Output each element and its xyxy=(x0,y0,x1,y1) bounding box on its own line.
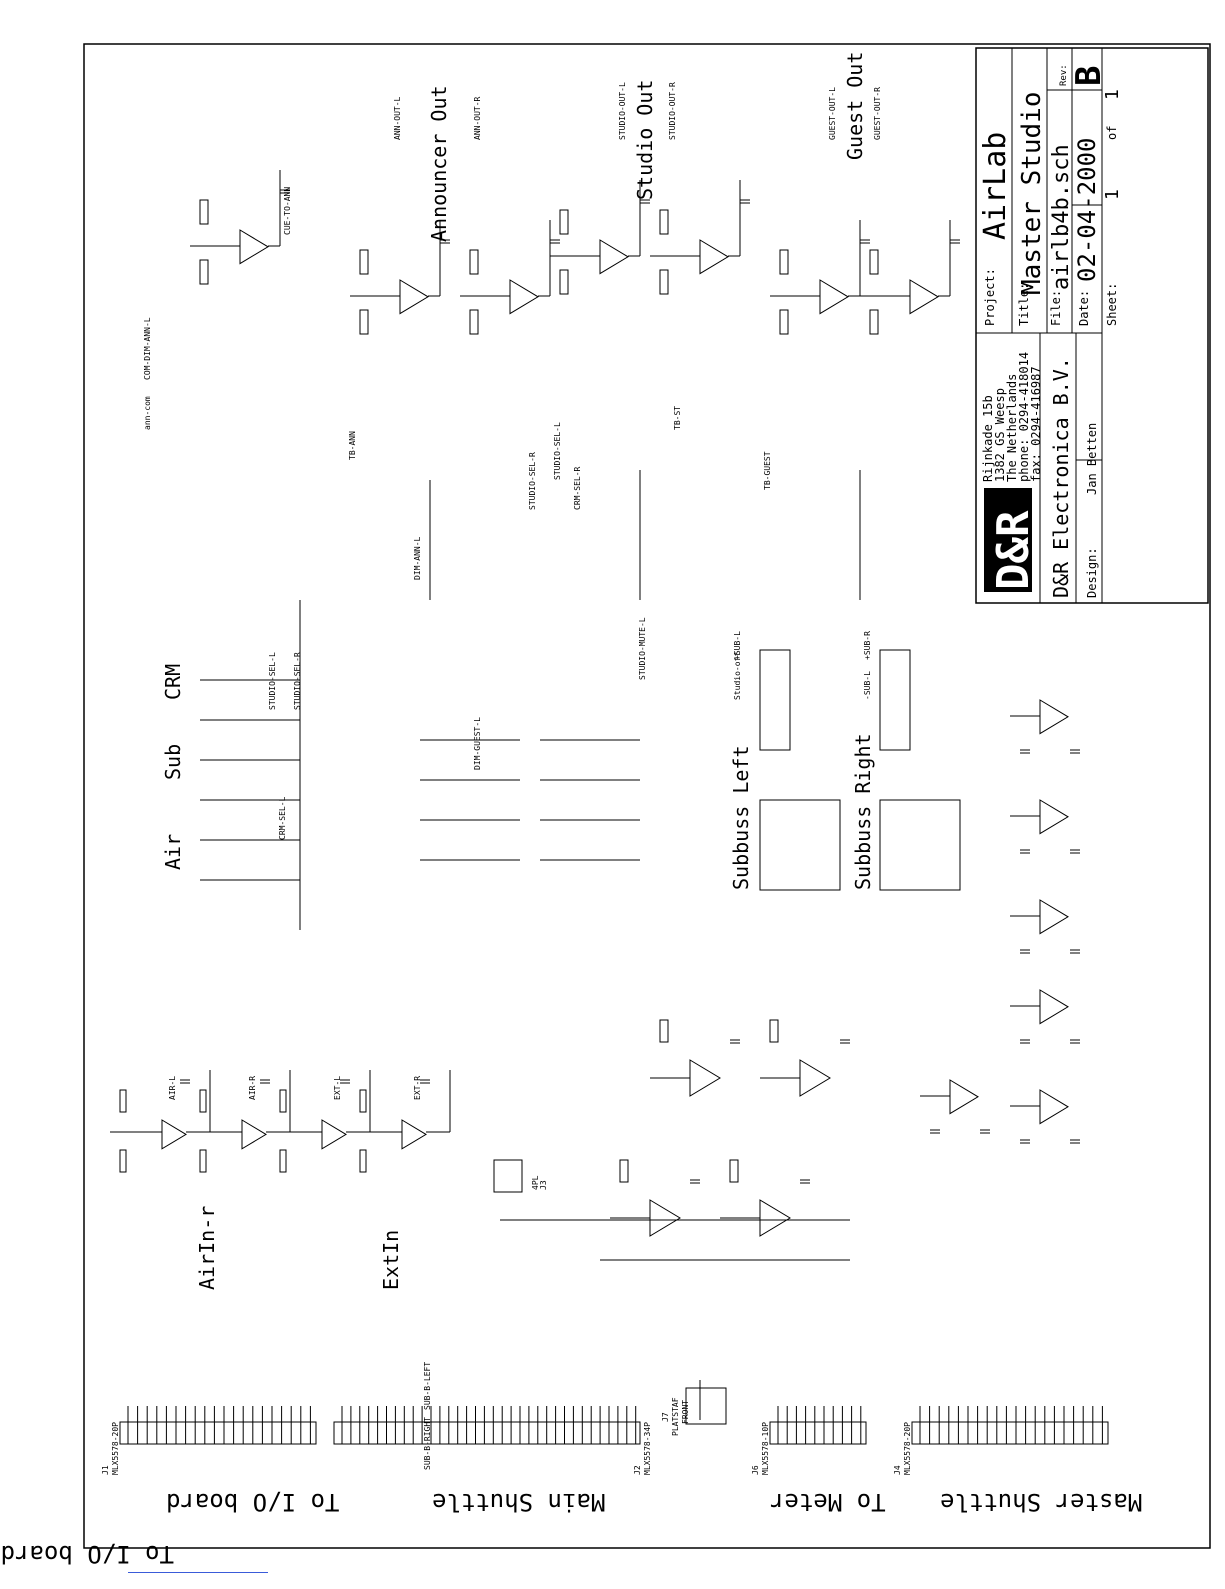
connector-j4 xyxy=(893,1422,1108,1475)
title-block xyxy=(976,48,1208,603)
section-sub: Sub xyxy=(161,743,185,780)
logo-text: D&R xyxy=(988,510,1039,590)
section-to-io-board: To I/O board xyxy=(0,1540,174,1568)
section-studio-out: Studio Out xyxy=(633,79,657,200)
net-label: STUDIO-SEL-R xyxy=(528,452,537,510)
net-label: SUB-B-RIGHT xyxy=(423,1417,432,1470)
net-label: CUE-TO-ANN xyxy=(283,186,292,235)
net-label: Studio-off xyxy=(733,651,742,700)
net-label: TB-ST xyxy=(673,405,682,430)
svg-text:FRONT: FRONT xyxy=(681,1399,690,1424)
address-line-3: The Netherlands xyxy=(1005,373,1019,482)
sheet-label-visible: Sheet: xyxy=(1105,282,1119,326)
net-label: +SUB-R xyxy=(863,631,872,660)
label-main-shuttle: Main Shuttle xyxy=(432,1488,606,1516)
address-line-1: Rijnkade 15b xyxy=(981,395,995,482)
file-label: File: xyxy=(1049,289,1063,326)
net-label: CRM-SEL-L xyxy=(278,796,287,840)
net-label: DIM-GUEST-L xyxy=(473,717,482,770)
net-label: GUEST-OUT-R xyxy=(873,87,882,140)
net-label: GUEST-OUT-L xyxy=(828,87,837,140)
net-label: TB-ANN xyxy=(348,431,357,460)
net-label: SUB-B-LEFT xyxy=(423,1361,432,1410)
file-name: airlb4b.sch xyxy=(1049,144,1074,290)
svg-text:MLX5578-20P: MLX5578-20P xyxy=(111,1422,120,1475)
sheet-number: 1 xyxy=(1102,189,1123,200)
project-label: Project: xyxy=(983,268,997,326)
net-label: COM-DIM-ANN-L xyxy=(143,317,152,380)
section-air: Air xyxy=(161,833,185,870)
company-name: D&R Electronica B.V. xyxy=(1049,357,1073,598)
net-label: STUDIO-OUT-L xyxy=(618,82,627,140)
net-label: DIM-ANN-L xyxy=(413,536,422,580)
net-label: TB-GUEST xyxy=(763,451,772,490)
net-label: STUDIO-SEL-L xyxy=(268,652,277,710)
date-value: 02-04-2000 xyxy=(1073,137,1101,282)
link-underline xyxy=(128,1572,268,1573)
design-label: Design: xyxy=(1085,547,1099,598)
section-announcer-out: Announcer Out xyxy=(427,85,451,242)
svg-text:MLX5578-10P: MLX5578-10P xyxy=(761,1422,770,1475)
label-to-meter: To Meter xyxy=(770,1488,886,1516)
project-name: AirLab xyxy=(978,131,1013,240)
svg-text:MLX5578-34P: MLX5578-34P xyxy=(643,1422,652,1475)
label-master-shuttle: Master Shuttle xyxy=(940,1488,1143,1516)
section-guest-out: Guest Out xyxy=(843,51,867,160)
net-label: CRM-SEL-R xyxy=(573,466,582,510)
net-label: STUDIO-SEL-R xyxy=(293,652,302,710)
section-airin-r: AirIn-r xyxy=(195,1205,219,1290)
label-to-io-board: To I/O board xyxy=(166,1488,340,1516)
address-line-2: 1382 GS Weesp xyxy=(993,388,1007,482)
connector-j3 xyxy=(494,1160,548,1192)
dr-logo xyxy=(984,488,1039,592)
net-label: ANN-OUT-R xyxy=(473,96,482,140)
designer-name: Jan Betten xyxy=(1085,422,1099,495)
svg-text:J6: J6 xyxy=(751,1465,760,1475)
svg-text:J3: J3 xyxy=(539,1180,548,1190)
net-label: -SUB-L xyxy=(863,671,872,700)
net-label: AIR-L xyxy=(168,1075,177,1100)
net-label: ann-com xyxy=(143,396,152,430)
net-label: EXT-R xyxy=(413,1075,422,1100)
svg-text:J1: J1 xyxy=(101,1465,110,1475)
connector-j7 xyxy=(661,1388,726,1436)
svg-text:4PL: 4PL xyxy=(531,1175,540,1190)
net-label: EXT-L xyxy=(333,1075,342,1100)
svg-text:J2: J2 xyxy=(633,1465,642,1475)
svg-text:MLX5578-20P: MLX5578-20P xyxy=(903,1422,912,1475)
rev-value: B xyxy=(1069,65,1109,86)
circuit-wiring xyxy=(110,170,1102,1444)
address-line-5: fax: 0294-416987 xyxy=(1029,366,1043,482)
section-extin: ExtIn xyxy=(379,1229,403,1290)
sheet-total: 1 xyxy=(1102,89,1123,100)
net-label: STUDIO-OUT-R xyxy=(668,82,677,140)
net-label: ANN-OUT-L xyxy=(393,96,402,140)
net-label: STUDIO-SEL-L xyxy=(553,422,562,480)
connector-j6 xyxy=(751,1422,866,1475)
section-subbuss-left: Subbuss Left xyxy=(729,745,753,890)
rev-label: Rev: xyxy=(1059,64,1069,86)
svg-text:PLATSTAF: PLATSTAF xyxy=(671,1397,680,1436)
net-label: AIR-R xyxy=(248,1075,257,1100)
sheet-of: of xyxy=(1105,125,1119,140)
connector-j1 xyxy=(101,1422,316,1475)
net-labels xyxy=(143,79,882,1470)
section-crm: CRM xyxy=(161,663,185,700)
net-label: STUDIO-MUTE-L xyxy=(638,617,647,680)
section-subbuss-right: Subbuss Right xyxy=(851,733,875,890)
date-label: Date: xyxy=(1077,289,1091,326)
address-line-4: phone: 0294-418014 xyxy=(1017,351,1031,482)
sheet-title: Master Studio xyxy=(1017,91,1047,295)
svg-text:J4: J4 xyxy=(893,1465,902,1475)
title-label: Title: xyxy=(1017,282,1031,326)
svg-text:J7: J7 xyxy=(661,1412,670,1422)
net-label: +SUB-L xyxy=(733,631,742,660)
